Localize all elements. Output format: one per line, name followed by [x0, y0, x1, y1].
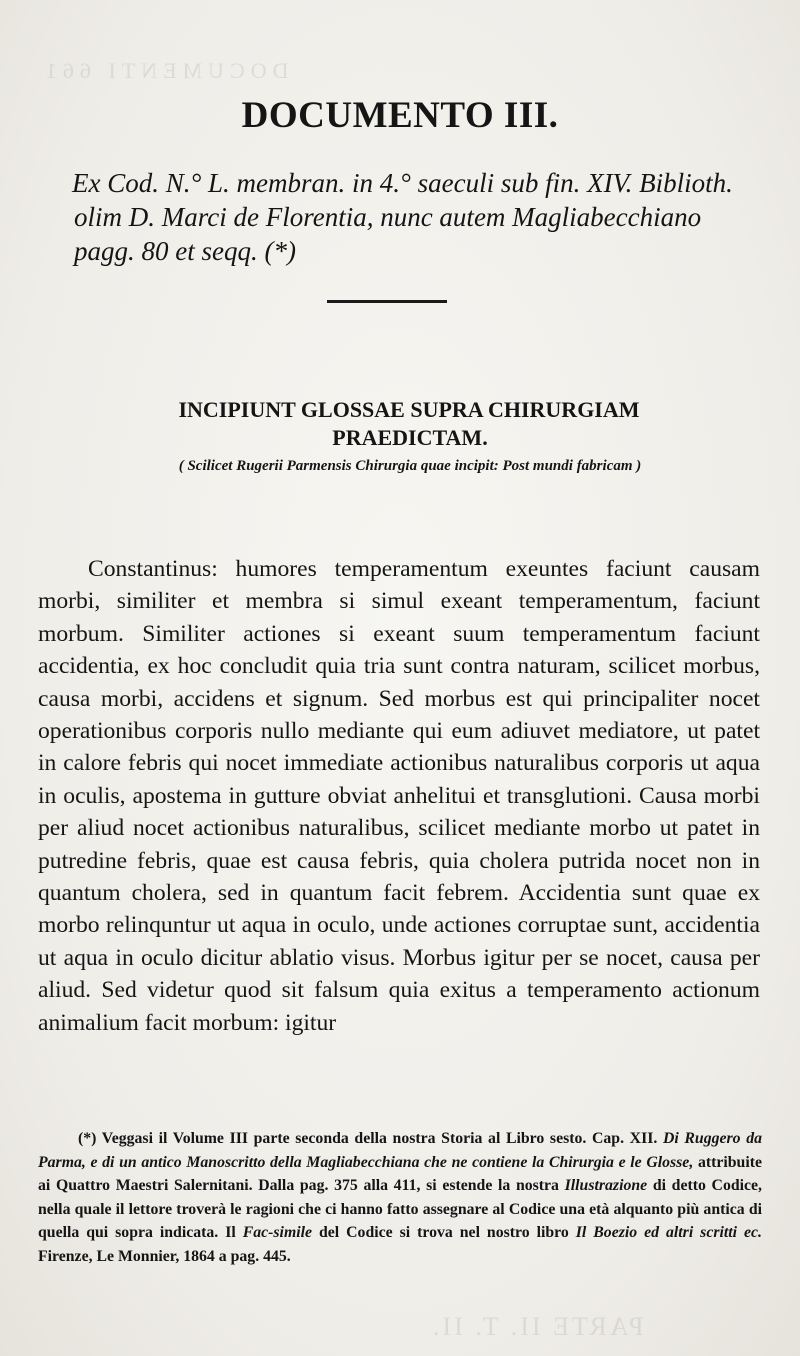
bleed-through-header: DOCUMENTI 661 [40, 58, 289, 83]
footnote-paragraph [38, 1127, 762, 1269]
source-line: pagg. 80 et seqq. (*) [74, 236, 296, 266]
footnote-text: del Codice si trova nel nostro libro [319, 1224, 569, 1242]
body-text [38, 553, 760, 1039]
section-heading [0, 396, 800, 452]
footnote-italic: Fac-simile [242, 1224, 313, 1242]
footnote [38, 1127, 762, 1269]
source-line: Ex Cod. N.° L. membran. in 4.° saeculi sub fin. XIV. Biblioth. [72, 168, 733, 198]
document-title: DOCUMENTO III. [241, 95, 559, 136]
section-subtitle: ( Scilicet Rugerii Parmensis Chirurgia quae incipit: Post mundi fabricam ) [178, 458, 642, 474]
heading-line: INCIPIUNT GLOSSAE SUPRA CHIRURGIAM [178, 397, 640, 422]
footnote-italic: Di Ruggero da Parma, e di un antico Manoscritto della Magliabecchiana che ne contiene la Chirurgia e le Glosse, [38, 1130, 762, 1171]
heading-line: PRAEDICTAM. [332, 425, 488, 450]
source-citation [74, 166, 764, 268]
footnote-text: attribuite ai Quattro Maestri Salernitani. Dalla pag. 375 alla 411, si estende la nostra [38, 1153, 763, 1195]
source-line: olim D. Marci de Florentia, nunc autem Magliabecchiano [74, 202, 702, 232]
body-paragraph: Constantinus: humores temperamentum exeuntes faciunt causam morbi, similiter et membra si simul exeant temperamentum, faciunt morbum. Similiter actiones si exeant suum temperamentum faciunt accidentia, ex hoc concludit quia tria sunt contra naturam, scilicet morbus, causa morbi, accidens et signum. Sed morbus est qui principaliter nocet operationibus corporis nullo mediante qui eum adiuvet mediatore, ut patet in calore febris qui nocet immediate actionibus naturalibus corporis ut aqua in oculis, apostema in gutture obviat anhelitui et transglutioni. Causa morbi per aliud nocet actionibus naturalibus, scilicet mediante morbo ut patet in putredine febris, quae est causa febris, quia cholera putrida nocet non in quantum cholera, sed in quantum facit febrem. Accidentia sunt quae ex morbo relinquntur ut aqua in oculo, unde actiones corruptae sunt, accidentia ut aqua in oculo dicitur ablatio visus. Morbus igitur per se nocet, causa per aliud. Sed videtur quod sit falsum quia exitus a temperamento actionum animalium facit morbum: igitur [38, 556, 760, 1036]
footnote-text: di detto Codice, nella quale il lettore troverà le ragioni che ci hanno fatto assegnare al Codice una età alquanto più antica di quella qui sopra indicata. Il [38, 1177, 762, 1242]
footnote-italic: Il Boezio ed altri scritti ec. [575, 1224, 762, 1242]
footnote-text: Firenze, Le Monnier, 1864 a pag. 445. [38, 1247, 291, 1265]
section-rule [327, 300, 447, 303]
bleed-through-footer: PARTE II. T. II. [430, 1312, 644, 1341]
footnote-italic: Illustrazione [564, 1177, 648, 1195]
footnote-text: (*) Veggasi il Volume III parte seconda della nostra Storia al Libro sesto. Cap. XII. [78, 1130, 658, 1147]
